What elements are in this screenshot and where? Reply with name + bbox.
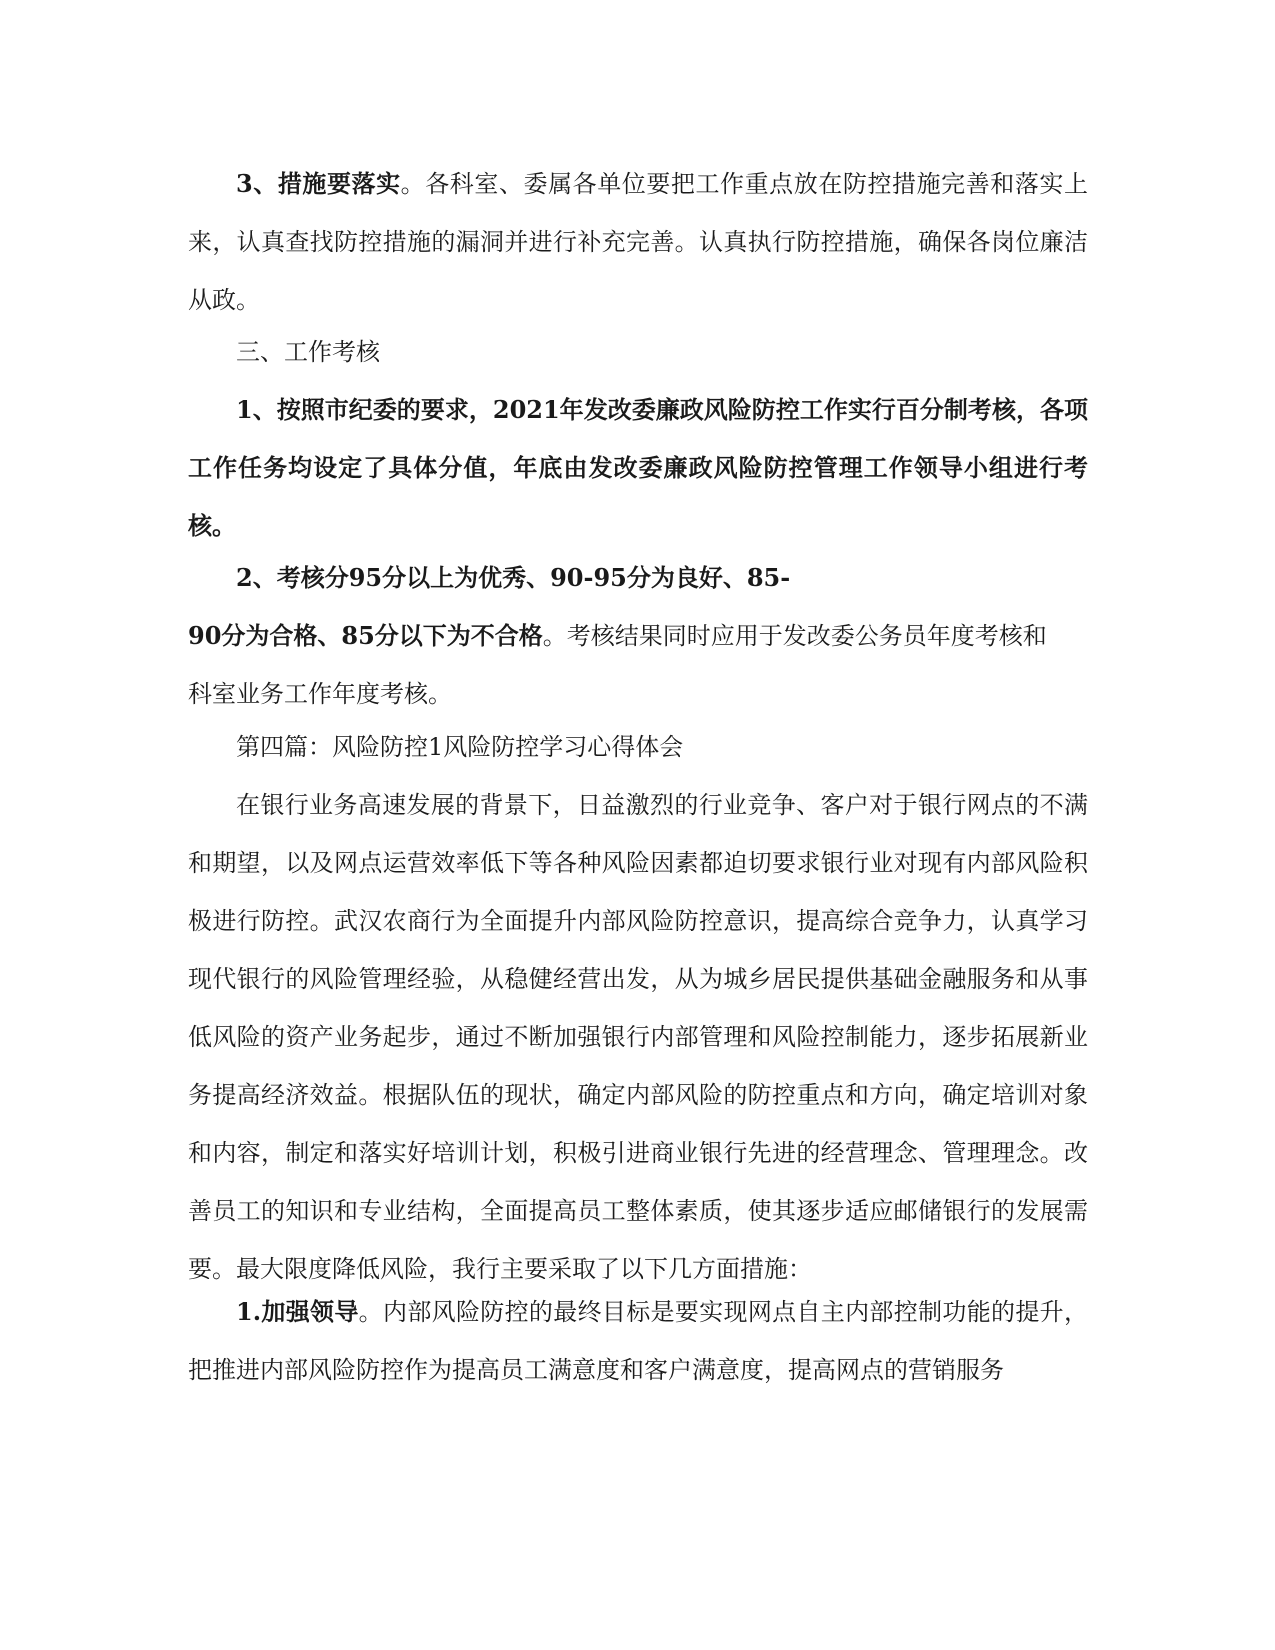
paragraph-lead: 1.加强领导 (236, 1297, 359, 1326)
chapter-title-text: 第四篇：风险防控1风险防控学习心得体会 (236, 733, 684, 761)
paragraph-assessment-2 (188, 549, 1088, 723)
paragraph-text: 1、按照市纪委的要求，2021年发改委廉政风险防控工作实行百分制考核，各项工作任务均设定了具体分值，年底由发改委廉政风险防控管理工作领导小组进行考核。 (188, 395, 1088, 540)
paragraph-body (188, 776, 1088, 1298)
paragraph-text: 在银行业务高速发展的背景下，日益激烈的行业竞争、客户对于银行网点的不满和期望，以及网点运营效率低下等各种风险因素都迫切要求银行业对现有内部风险积极进行防控。武汉农商行为全面提升内部风险防控意识，提高综合竞争力，认真学习现代银行的风险管理经验，从稳健经营出发，从为城乡居民提供基础金融服务和从事低风险的资产业务起步，通过不断加强银行内部管理和风险控制能力，逐步拓展新业务提高经济效益。根据队伍的现状，确定内部风险的防控重点和方向，确定培训对象和内容，制定和落实好培训计划，积极引进商业银行先进的经营理念、管理理念。改善员工的知识和专业结构，全面提高员工整体素质，使其逐步适应邮储银行的发展需要。最大限度降低风险，我行主要采取了以下几方面措施： (188, 791, 1088, 1283)
paragraph-lead: 3、措施要落实 (236, 169, 401, 198)
paragraph-assessment-1 (188, 381, 1088, 555)
paragraph-line-1: 2、考核分95分以上为优秀、90-95分为良好、85- (236, 563, 791, 592)
chapter-title (188, 718, 1088, 776)
paragraph-leadership (188, 1283, 1088, 1399)
paragraph-measures (188, 155, 1088, 329)
paragraph-text: 。各科室、委属各单位要把工作重点放在防控措施完善和落实上来，认真查找防控措施的漏洞并进行补充完善。认真执行防控措施，确保各岗位廉洁从政。 (188, 170, 1088, 314)
paragraph-line-2-lead: 90分为合格、85分以下为不合格 (188, 621, 543, 650)
paragraph-line-3: 科室业务工作年度考核。 (188, 680, 452, 708)
section-heading: 三、工作考核 (236, 338, 380, 366)
paragraph-line-2-text: 。考核结果同时应用于发改委公务员年度考核和 (542, 622, 1047, 650)
section-heading-assessment (188, 323, 1088, 381)
paragraph-text: 。内部风险防控的最终目标是要实现网点自主内部控制功能的提升，把推进内部风险防控作为提高员工满意度和客户满意度，提高网点的营销服务 (188, 1298, 1088, 1384)
paragraph-line-2 (188, 607, 1088, 665)
